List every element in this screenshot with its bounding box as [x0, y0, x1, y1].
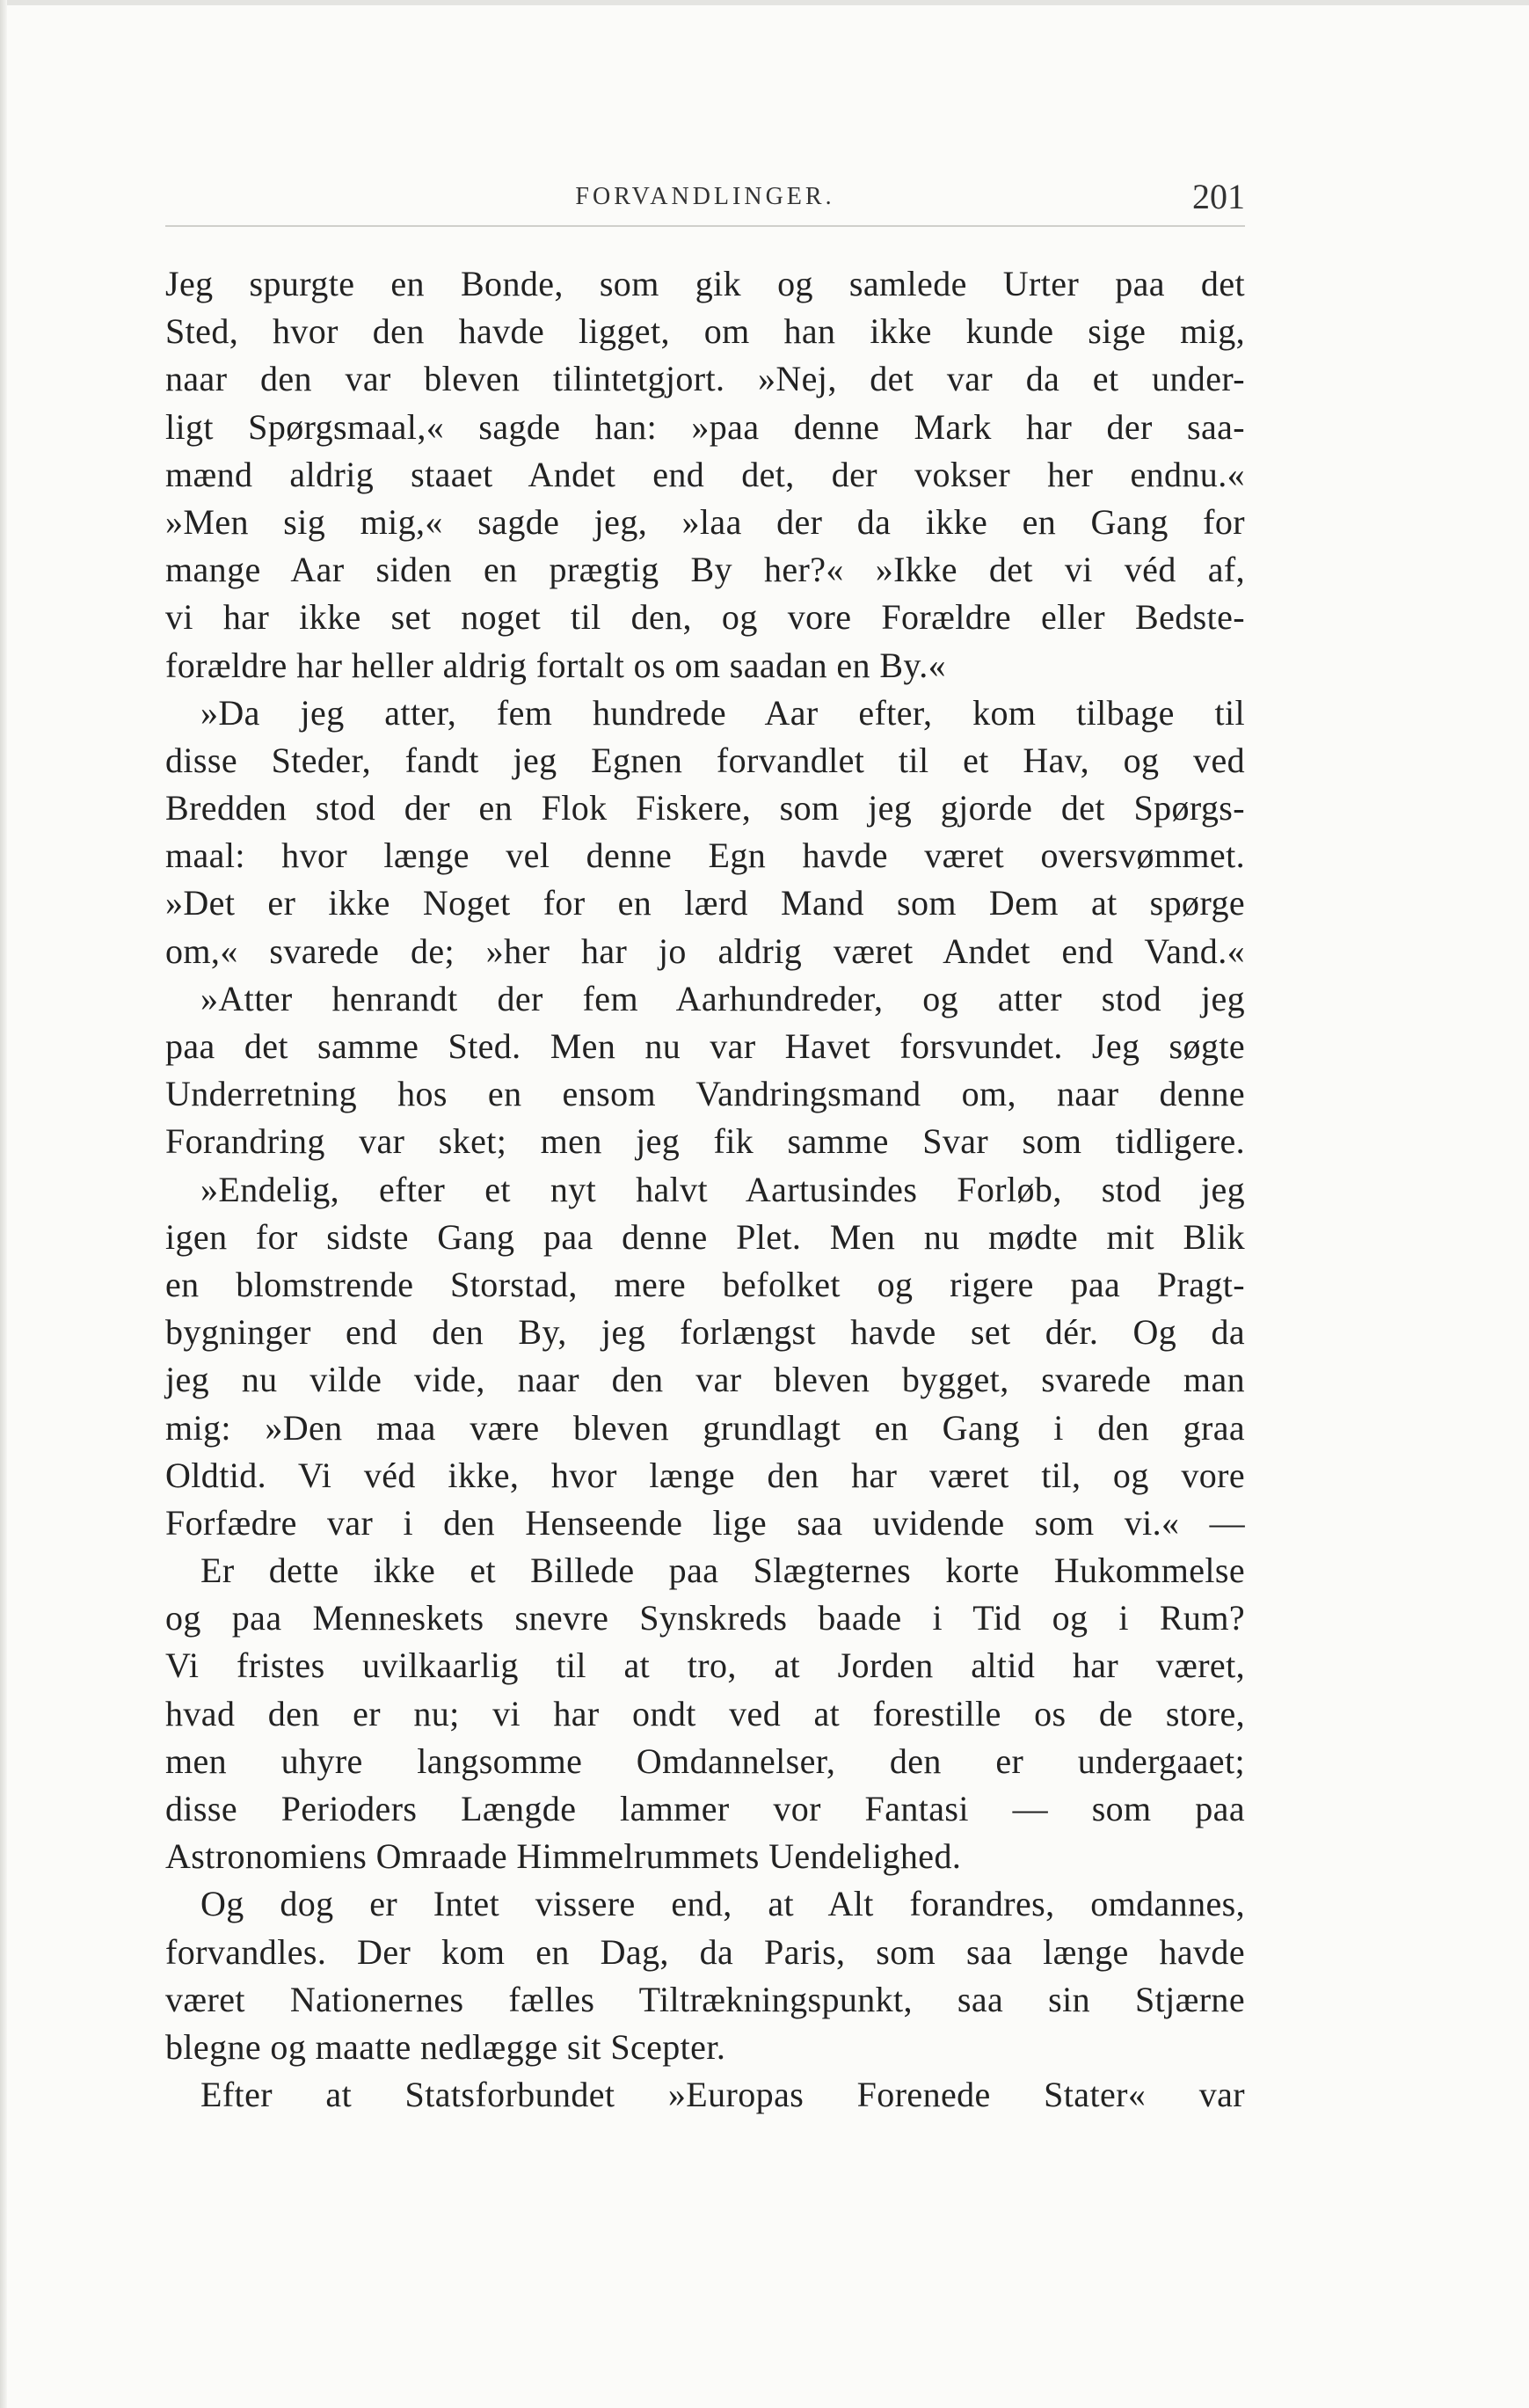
text-line: Bredden stod der en Flok Fiskere, som jeg gjorde det Spørgs-: [165, 788, 1245, 828]
text-line: Jeg spurgte en Bonde, som gik og samlede Urter paa det: [165, 264, 1245, 303]
text-line: »Atter henrandt der fem Aarhundreder, og atter stod jeg: [200, 978, 1245, 1018]
page-header: [165, 172, 1245, 227]
text-line: Forfædre var i den Henseende lige saa uvidende som vi.« —: [165, 1502, 1245, 1543]
text-line: Er dette ikke et Billede paa Slægternes korte Hukommelse: [200, 1551, 1245, 1591]
text-line: hvad den er nu; vi har ondt ved at forestille os de store,: [165, 1693, 1245, 1733]
text-line: ligt Spørgsmaal,« sagde han: »paa denne Mark har der saa-: [165, 406, 1245, 447]
running-title: FORVANDLINGER.: [575, 183, 835, 210]
text-line: forældre har heller aldrig fortalt os om saadan en By.«: [165, 645, 947, 685]
text-line: »Men sig mig,« sagde jeg, »laa der da ikke en Gang for: [165, 501, 1245, 542]
text-line: Underretning hos en ensom Vandringsmand om, naar denne: [165, 1074, 1245, 1114]
text-line: Efter at Statsforbundet »Europas Forenede Stater« var: [200, 2075, 1245, 2115]
body-text: [165, 260, 1245, 2119]
text-line: Oldtid. Vi véd ikke, hvor længe den har været til, og vore: [165, 1455, 1245, 1495]
text-line: blegne og maatte nedlægge sit Scepter.: [165, 2026, 726, 2067]
text-line: bygninger end den By, jeg forlængst havde set dér. Og da: [165, 1312, 1245, 1353]
text-line: om,« svarede de; »her har jo aldrig været Andet end Vand.«: [165, 930, 1245, 971]
text-line: Og dog er Intet vissere end, at Alt forandres, omdannes,: [200, 1884, 1245, 1924]
text-line: været Nationernes fælles Tiltrækningspunkt, saa sin Stjærne: [165, 1979, 1245, 2019]
page-number: 201: [1192, 177, 1245, 216]
text-line: disse Perioders Længde lammer vor Fantasi — som paa: [165, 1789, 1245, 1828]
text-line: igen for sidste Gang paa denne Plet. Men nu mødte mit Blik: [165, 1216, 1245, 1257]
text-line: mig: »Den maa være bleven grundlagt en Gang i den graa: [165, 1407, 1245, 1448]
text-line: »Endelig, efter et nyt halvt Aartusindes Forløb, stod jeg: [200, 1169, 1245, 1209]
text-line: maal: hvor længe vel denne Egn havde været oversvømmet.: [165, 836, 1245, 876]
text-line: Sted, hvor den havde ligget, om han ikke kunde sige mig,: [165, 311, 1245, 352]
page-edge: [0, 0, 1529, 5]
text-line: vi har ikke set noget til den, og vore Forældre eller Bedste-: [165, 597, 1245, 638]
text-line: naar den var bleven tilintetgjort. »Nej, det var da et under-: [165, 359, 1245, 399]
text-line: paa det samme Sted. Men nu var Havet forsvundet. Jeg søgte: [165, 1026, 1245, 1066]
text-line: og paa Menneskets snevre Synskreds baade i Tid og i Rum?: [165, 1598, 1245, 1638]
text-line: Astronomiens Omraade Himmelrummets Uendelighed.: [165, 1836, 962, 1877]
text-line: mænd aldrig staaet Andet end det, der vokser her endnu.«: [165, 454, 1245, 494]
text-line: »Da jeg atter, fem hundrede Aar efter, kom tilbage til: [200, 692, 1245, 733]
text-line: jeg nu vilde vide, naar den var bleven bygget, svarede man: [165, 1360, 1245, 1400]
text-line: disse Steder, fandt jeg Egnen forvandlet til et Hav, og ved: [165, 740, 1245, 780]
text-line: forvandles. Der kom en Dag, da Paris, som saa længe havde: [165, 1931, 1245, 1972]
page-binding-edge: [0, 0, 7, 2408]
text-line: men uhyre langsomme Omdannelser, den er undergaaet;: [165, 1740, 1245, 1781]
text-line: mange Aar siden en prægtig By her?« »Ikke det vi véd af,: [165, 550, 1245, 590]
text-line: Vi fristes uvilkaarlig til at tro, at Jorden altid har været,: [165, 1645, 1245, 1686]
text-line: »Det er ikke Noget for en lærd Mand som Dem at spørge: [165, 883, 1245, 923]
text-line: en blomstrende Storstad, mere befolket og rigere paa Pragt-: [165, 1264, 1245, 1304]
text-line: Forandring var sket; men jeg fik samme Svar som tidligere.: [165, 1121, 1245, 1162]
